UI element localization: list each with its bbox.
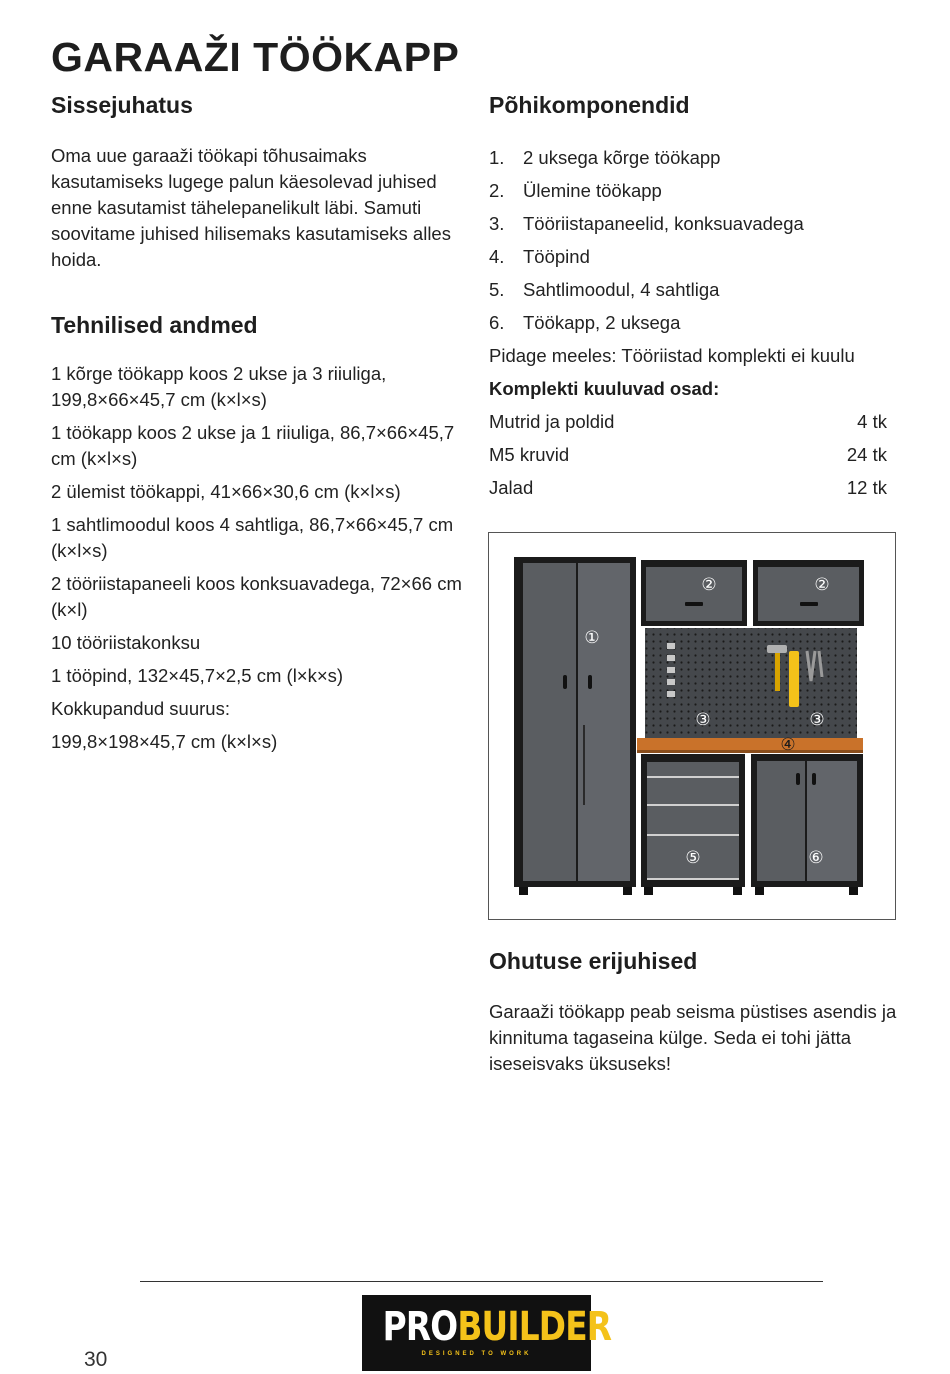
spec-item: 1 tööpind, 132×45,7×2,5 cm (l×k×s) [51, 665, 344, 686]
kit-heading: Komplekti kuuluvad osad: [489, 378, 720, 399]
intro-heading: Sissejuhatus [51, 92, 193, 118]
safety-section [489, 948, 904, 1077]
lower-cabinet [751, 754, 863, 895]
tools-note: Pidage meeles: Tööriistad komplekti ei kuulu [489, 345, 855, 366]
cabinet-illustration [488, 532, 896, 920]
left-column [51, 92, 466, 762]
drawer-unit [641, 754, 745, 895]
item-label: Sahtlimoodul, 4 sahtliga [523, 279, 720, 300]
right-column [489, 92, 899, 508]
probuilder-logo [362, 1295, 612, 1371]
list-item [489, 145, 899, 171]
callout-3-right: ③ [809, 710, 825, 730]
spec-item: 2 tööriistapaneeli koos konksuavadega, 72×66 cm (k×l) [51, 573, 462, 620]
item-label: 2 uksega kõrge töökapp [523, 147, 721, 168]
item-number: 2. [489, 180, 505, 201]
level-tool-icon [789, 651, 799, 707]
spec-item: 2 ülemist töökappi, 41×66×30,6 cm (k×l×s) [51, 481, 401, 502]
parts-row [489, 475, 887, 501]
parts-row [489, 442, 887, 468]
list-item [489, 310, 899, 336]
safety-text: Garaaži töökapp peab seisma püstises asendis ja kinnituma tagaseina külge. Seda ei tohi jätta iseseisvaks üksuseks! [489, 1001, 897, 1074]
item-label: Töökapp, 2 uksega [523, 312, 681, 333]
item-number: 1. [489, 147, 505, 168]
part-name: Jalad [489, 477, 534, 498]
spec-item: 199,8×198×45,7 cm (k×l×s) [51, 731, 278, 752]
hammer-handle-icon [775, 649, 780, 691]
item-label: Ülemine töökapp [523, 180, 662, 201]
upper-cabinet-left [641, 560, 747, 626]
callout-2-left: ② [701, 575, 717, 595]
part-qty: 24 tk [846, 444, 887, 465]
logo-wordmark [382, 1295, 612, 1350]
technical-specs [51, 361, 466, 755]
callout-1: ① [584, 628, 600, 648]
callout-3-left: ③ [695, 710, 711, 730]
components-list [489, 145, 899, 336]
spec-item: 1 kõrge töökapp koos 2 ukse ja 3 riiuliga, 199,8×66×45,7 cm (k×l×s) [51, 363, 387, 410]
item-number: 4. [489, 246, 505, 267]
logo-builder: BUILDER [457, 1304, 612, 1350]
item-label: Tööriistapaneelid, konksuavadega [523, 213, 804, 234]
list-item [489, 277, 899, 303]
cabinet-drawing [489, 533, 895, 919]
callout-2-right: ② [814, 575, 830, 595]
worktop [637, 738, 863, 750]
callout-5: ⑤ [685, 848, 701, 868]
intro-text: Oma uue garaaži töökapi tõhusaimaks kasutamiseks lugege palun käesolevad juhised enne kasutamist tähelepanelikult läbi. Samuti soovitame juhised hilisemaks kasutamiseks alles hoida. [51, 145, 451, 270]
item-number: 5. [489, 279, 505, 300]
part-qty: 4 tk [857, 411, 887, 432]
footer-divider [140, 1281, 823, 1282]
logo-pro: PRO [382, 1304, 458, 1350]
part-name: M5 kruvid [489, 444, 570, 465]
list-item [489, 178, 899, 204]
parts-row [489, 409, 887, 435]
item-label: Tööpind [523, 246, 590, 267]
hammer-head-icon [767, 645, 787, 653]
list-item [489, 211, 899, 237]
part-name: Mutrid ja poldid [489, 411, 615, 432]
spec-item: 10 tööriistakonksu [51, 632, 201, 653]
page-number: 30 [84, 1348, 108, 1371]
upper-cabinet-right [753, 560, 864, 626]
page-title: GARAAŽI TÖÖKAPP [51, 34, 460, 80]
item-number: 6. [489, 312, 505, 333]
pegboard [645, 628, 857, 738]
spec-item: 1 töökapp koos 2 ukse ja 1 riiuliga, 86,7×66×45,7 cm (k×l×s) [51, 422, 455, 469]
list-item [489, 244, 899, 270]
tall-cabinet [514, 557, 636, 895]
technical-heading: Tehnilised andmed [51, 312, 258, 338]
logo-tagline: DESIGNED TO WORK [421, 1351, 532, 1357]
spec-item: 1 sahtlimoodul koos 4 sahtliga, 86,7×66×45,7 cm (k×l×s) [51, 514, 454, 561]
safety-heading: Ohutuse erijuhised [489, 948, 698, 974]
spec-item: Kokkupandud suurus: [51, 698, 230, 719]
components-heading: Põhikomponendid [489, 92, 690, 118]
part-qty: 12 tk [846, 477, 887, 498]
callout-4: ④ [780, 735, 796, 755]
item-number: 3. [489, 213, 505, 234]
callout-6: ⑥ [808, 848, 824, 868]
